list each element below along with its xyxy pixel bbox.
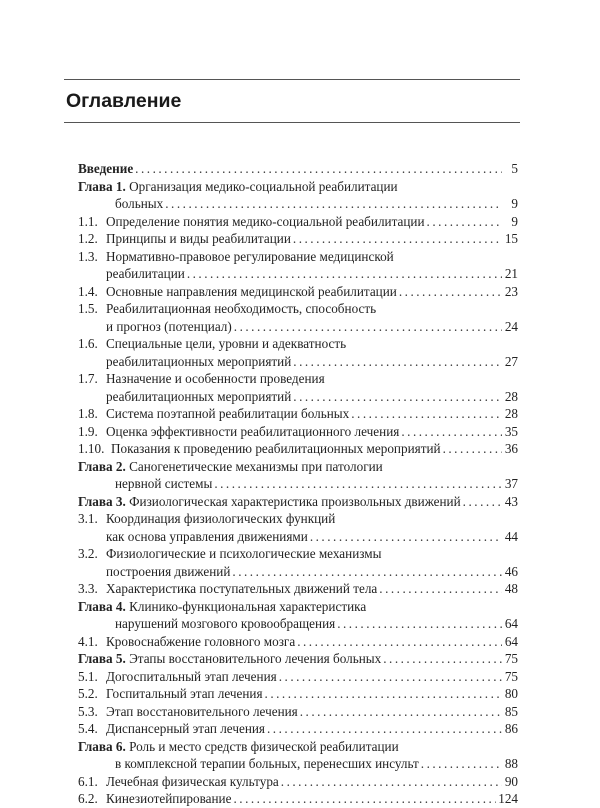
leader-dots (427, 213, 502, 231)
page-number: 90 (504, 773, 518, 789)
page-number: 28 (504, 406, 518, 421)
toc-entry-chapter-3[interactable]: Глава 3. Физиологическая характеристика произвольных движений ..... 43 (78, 493, 518, 511)
page-number: 88 (504, 756, 518, 771)
toc-entry-5-1[interactable]: 5.1. Догоспитальный этап лечения ..... 75 (78, 668, 518, 686)
leader-dots (297, 633, 502, 651)
page-number: 48 (504, 581, 518, 596)
leader-dots (399, 283, 502, 301)
toc-entry-1-10[interactable]: 1.10. Показания к проведению реабилитационных мероприятий ..... 36 (78, 440, 518, 458)
page-number: 36 (504, 441, 518, 456)
toc-entry-1-1[interactable]: 1.1. Определение понятия медико-социальной реабилитации ..... 9 (78, 213, 518, 231)
leader-dots (401, 423, 502, 441)
toc-entry-5-3[interactable]: 5.3. Этап восстановительного лечения ..... 85 (78, 703, 518, 721)
top-rule (64, 79, 520, 80)
toc-entry-6-2[interactable]: 6.2. Кинезиотейпирование ..... 124 (78, 790, 518, 808)
page-number: 64 (504, 616, 518, 631)
leader-dots (310, 528, 502, 546)
toc-entry-1-4[interactable]: 1.4. Основные направления медицинской реабилитации ..... 23 (78, 283, 518, 301)
page-number: 85 (504, 703, 518, 719)
page-number: 64 (504, 633, 518, 649)
page-number: 124 (498, 791, 518, 806)
toc-entry-1-2[interactable]: 1.2. Принципы и виды реабилитации ..... 15 (78, 230, 518, 248)
page-number: 44 (504, 528, 518, 544)
leader-dots (187, 265, 502, 283)
leader-dots (443, 440, 502, 458)
toc-entry-1-3[interactable]: 1.3. Нормативно-правовое регулирование медицинской реабилитации ..... 21 (78, 248, 518, 283)
leader-dots (233, 790, 496, 808)
toc-entry-3-3[interactable]: 3.3. Характеристика поступательных движений тела ..... 48 (78, 580, 518, 598)
page-number: 9 (511, 196, 518, 211)
page-number: 80 (504, 686, 518, 701)
leader-dots (300, 703, 502, 721)
title-underline (64, 122, 520, 123)
leader-dots (232, 563, 502, 581)
page-number: 21 (504, 266, 518, 281)
leader-dots (351, 405, 502, 423)
leader-dots (234, 318, 502, 336)
leader-dots (165, 195, 502, 213)
leader-dots (383, 650, 502, 668)
page-number: 75 (504, 651, 518, 666)
toc-entry-1-9[interactable]: 1.9. Оценка эффективности реабилитационного лечения ..... 35 (78, 423, 518, 441)
table-of-contents (78, 160, 518, 808)
leader-dots (265, 685, 502, 703)
page-number: 86 (504, 721, 518, 736)
page-number: 9 (511, 213, 518, 229)
toc-entry-chapter-2[interactable]: Глава 2. Саногенетические механизмы при патологии нервной системы ..... 37 (78, 458, 518, 493)
toc-entry-5-2[interactable]: 5.2. Госпитальный этап лечения ..... 80 (78, 685, 518, 703)
toc-entry-1-6[interactable]: 1.6. Специальные цели, уровни и адекватность реабилитационных мероприятий ..... 27 (78, 335, 518, 370)
leader-dots (281, 773, 502, 791)
page-number: 5 (511, 161, 518, 176)
page-number: 28 (504, 388, 518, 404)
toc-entry-1-8[interactable]: 1.8. Система поэтапной реабилитации больных ..... 28 (78, 405, 518, 423)
toc-entry-1-7[interactable]: 1.7. Назначение и особенности проведения реабилитационных мероприятий ..... 28 (78, 370, 518, 405)
leader-dots (293, 353, 502, 371)
page-number: 43 (504, 493, 518, 509)
toc-entry-3-1[interactable]: 3.1. Координация физиологических функций как основа управления движениями ..... 44 (78, 510, 518, 545)
toc-entry-chapter-1[interactable]: Глава 1. Организация медико-социальной реабилитации больных ..... 9 (78, 178, 518, 213)
page-number: 24 (504, 318, 518, 334)
leader-dots (421, 755, 502, 773)
page-number: 15 (504, 231, 518, 246)
page-number: 23 (504, 283, 518, 299)
leader-dots (267, 720, 502, 738)
toc-entry-1-5[interactable]: 1.5. Реабилитационная необходимость, способность и прогноз (потенциал) ..... 24 (78, 300, 518, 335)
leader-dots (379, 580, 502, 598)
toc-entry-4-1[interactable]: 4.1. Кровоснабжение головного мозга ..... 64 (78, 633, 518, 651)
toc-entry-intro[interactable]: Введение ..... 5 (78, 160, 518, 178)
leader-dots (214, 475, 502, 493)
page-number: 35 (504, 423, 518, 439)
toc-entry-5-4[interactable]: 5.4. Диспансерный этап лечения ..... 86 (78, 720, 518, 738)
leader-dots (293, 230, 502, 248)
page-number: 27 (504, 353, 518, 369)
page-number: 75 (504, 668, 518, 684)
leader-dots (463, 493, 502, 511)
leader-dots (279, 668, 502, 686)
toc-entry-chapter-6[interactable]: Глава 6. Роль и место средств физической реабилитации в комплексной терапии больных, перенесших инсульт ..... 88 (78, 738, 518, 773)
page-number: 37 (504, 476, 518, 491)
leader-dots (337, 615, 502, 633)
toc-entry-chapter-5[interactable]: Глава 5. Этапы восстановительного лечения больных ..... 75 (78, 650, 518, 668)
leader-dots (135, 160, 502, 178)
toc-entry-chapter-4[interactable]: Глава 4. Клинико-функциональная характеристика нарушений мозгового кровообращения ..... 64 (78, 598, 518, 633)
leader-dots (293, 388, 502, 406)
toc-entry-6-1[interactable]: 6.1. Лечебная физическая культура ..... 90 (78, 773, 518, 791)
page-number: 46 (504, 563, 518, 579)
toc-entry-3-2[interactable]: 3.2. Физиологические и психологические механизмы построения движений ..... 46 (78, 545, 518, 580)
page-title: Оглавление (66, 90, 182, 112)
